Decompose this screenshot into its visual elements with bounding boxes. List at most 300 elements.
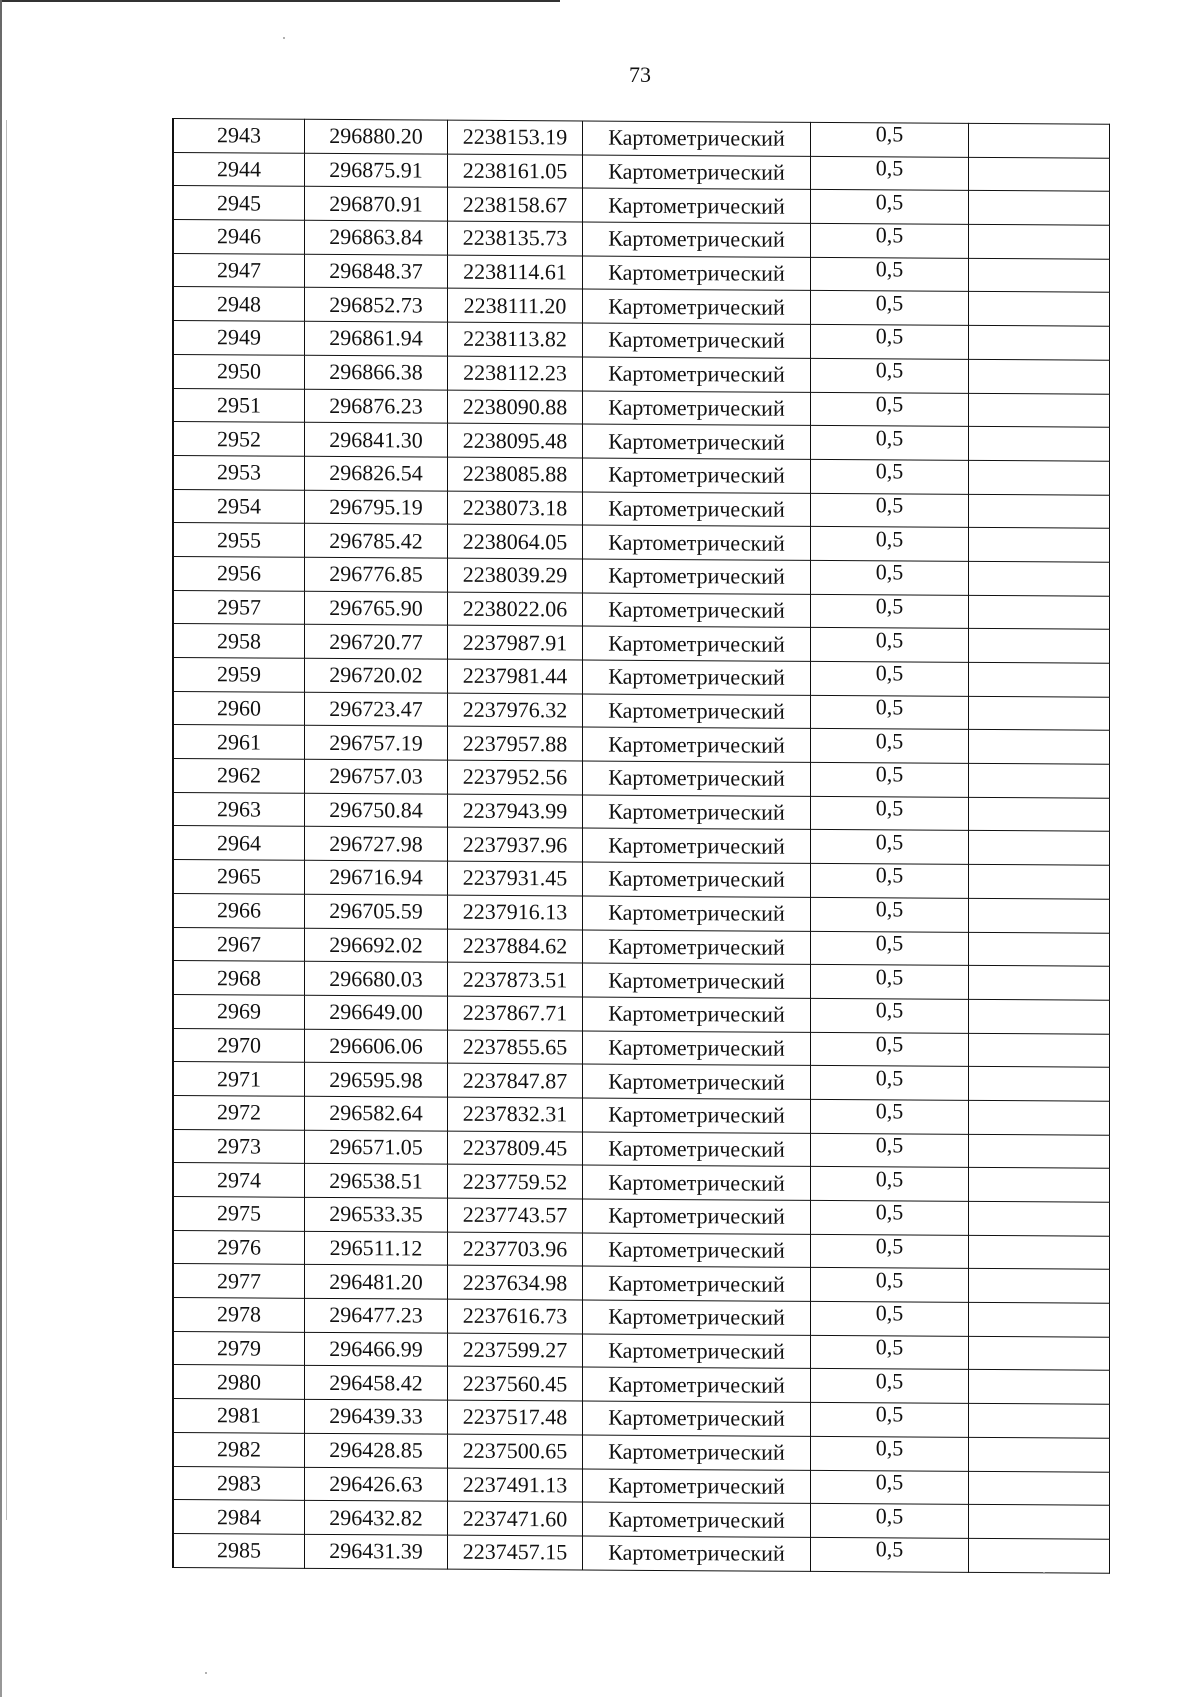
accuracy-value: 0,5 — [875, 1435, 904, 1461]
table-row — [173, 253, 1110, 292]
note-cell — [969, 561, 1110, 596]
scan-border-top — [0, 0, 560, 2]
table-row — [173, 961, 1110, 1000]
method-cell: Картометрический — [583, 896, 811, 931]
note-cell — [969, 224, 1110, 259]
x-coordinate-cell: 296757.19 — [305, 726, 448, 761]
point-id-cell: 2962 — [173, 759, 305, 793]
note-cell — [969, 1538, 1110, 1573]
x-coordinate-cell: 296716.94 — [305, 860, 448, 895]
accuracy-value: 0,5 — [875, 525, 904, 552]
method-cell: Картометрический — [583, 1098, 811, 1133]
x-coordinate-cell: 296866.38 — [305, 355, 448, 390]
accuracy-value: 0,5 — [875, 1098, 904, 1124]
y-coordinate-cell: 2238090.88 — [448, 390, 583, 425]
note-cell — [969, 662, 1110, 697]
point-id-cell: 2951 — [173, 388, 305, 422]
x-coordinate-cell: 296458.42 — [305, 1366, 448, 1401]
accuracy-cell — [811, 527, 969, 562]
point-id-cell: 2958 — [173, 624, 305, 658]
point-id-cell: 2963 — [173, 792, 305, 826]
method-cell: Картометрический — [583, 289, 811, 324]
accuracy-cell — [811, 493, 969, 528]
point-id-cell: 2960 — [173, 691, 305, 725]
scan-border-left-inner — [6, 120, 7, 1520]
table-row — [173, 1028, 1110, 1067]
accuracy-cell — [811, 695, 969, 730]
note-cell — [969, 898, 1110, 933]
method-cell: Картометрический — [583, 1469, 811, 1504]
note-cell — [969, 864, 1110, 899]
table-row — [173, 1365, 1110, 1404]
table-row — [173, 556, 1110, 595]
accuracy-value: 0,5 — [875, 458, 904, 484]
accuracy-cell — [811, 931, 969, 966]
accuracy-cell — [811, 796, 969, 831]
method-cell: Картометрический — [583, 1199, 811, 1234]
accuracy-value: 0,5 — [875, 728, 904, 754]
accuracy-value: 0,5 — [875, 862, 904, 888]
y-coordinate-cell: 2237952.56 — [448, 760, 583, 795]
x-coordinate-cell: 296511.12 — [305, 1231, 448, 1266]
point-id-cell: 2944 — [173, 152, 305, 186]
x-coordinate-cell: 296870.91 — [305, 187, 448, 222]
table-row — [173, 321, 1110, 360]
note-cell — [969, 1403, 1110, 1438]
point-id-cell: 2977 — [173, 1264, 305, 1298]
table-row — [173, 220, 1110, 259]
note-cell — [969, 460, 1110, 495]
x-coordinate-cell: 296432.82 — [305, 1500, 448, 1535]
accuracy-value: 0,5 — [875, 492, 904, 518]
x-coordinate-cell: 296875.91 — [305, 153, 448, 188]
accuracy-cell — [811, 1032, 969, 1067]
note-cell — [969, 1302, 1110, 1337]
table-row — [173, 186, 1110, 225]
note-cell — [969, 629, 1110, 664]
point-id-cell: 2969 — [173, 994, 305, 1028]
point-id-cell: 2974 — [173, 1163, 305, 1197]
method-cell: Картометрический — [583, 1536, 811, 1571]
accuracy-cell — [811, 864, 969, 899]
accuracy-cell — [811, 358, 969, 393]
method-cell: Картометрический — [583, 424, 811, 459]
point-id-cell: 2971 — [173, 1062, 305, 1096]
accuracy-cell — [811, 762, 969, 797]
method-cell: Картометрический — [583, 1300, 811, 1335]
table-row — [173, 1095, 1110, 1134]
accuracy-value: 0,5 — [875, 323, 904, 349]
accuracy-cell — [811, 1133, 969, 1168]
y-coordinate-cell: 2237981.44 — [448, 659, 583, 694]
accuracy-value: 0,5 — [875, 930, 904, 956]
table-row — [173, 1466, 1110, 1505]
x-coordinate-cell: 296785.42 — [305, 524, 448, 559]
y-coordinate-cell: 2238112.23 — [448, 356, 583, 391]
table-row — [173, 354, 1110, 393]
note-cell — [969, 1437, 1110, 1472]
point-id-cell: 2959 — [173, 658, 305, 692]
method-cell: Картометрический — [583, 222, 811, 257]
y-coordinate-cell: 2237916.13 — [448, 895, 583, 930]
note-cell — [969, 528, 1110, 563]
accuracy-value: 0,5 — [875, 559, 904, 585]
x-coordinate-cell: 296841.30 — [305, 422, 448, 457]
point-id-cell: 2945 — [173, 186, 305, 220]
accuracy-value: 0,5 — [875, 1300, 904, 1326]
y-coordinate-cell: 2238113.82 — [448, 322, 583, 357]
table-row — [173, 893, 1110, 932]
y-coordinate-cell: 2238111.20 — [448, 289, 583, 324]
note-cell — [969, 831, 1110, 866]
method-cell: Картометрический — [583, 1031, 811, 1066]
method-cell: Картометрический — [583, 559, 811, 594]
accuracy-value: 0,5 — [875, 1064, 904, 1091]
point-id-cell: 2982 — [173, 1432, 305, 1466]
accuracy-cell — [811, 1200, 969, 1235]
table-row — [173, 624, 1110, 663]
method-cell: Картометрический — [583, 1266, 811, 1301]
accuracy-value: 0,5 — [875, 155, 904, 181]
method-cell: Картометрический — [583, 1233, 811, 1268]
note-cell — [969, 966, 1110, 1001]
accuracy-cell — [811, 1234, 969, 1269]
accuracy-cell — [811, 190, 969, 225]
method-cell: Картометрический — [583, 357, 811, 392]
accuracy-cell — [811, 1470, 969, 1505]
accuracy-cell — [811, 830, 969, 865]
note-cell — [969, 1269, 1110, 1304]
table-row — [173, 388, 1110, 427]
x-coordinate-cell: 296466.99 — [305, 1332, 448, 1367]
accuracy-cell — [811, 560, 969, 595]
point-id-cell: 2985 — [173, 1533, 305, 1567]
point-id-cell: 2984 — [173, 1500, 305, 1534]
method-cell: Картометрический — [583, 188, 811, 223]
accuracy-value: 0,5 — [875, 1502, 904, 1528]
point-id-cell: 2957 — [173, 590, 305, 624]
point-id-cell: 2983 — [173, 1466, 305, 1500]
method-cell: Картометрический — [583, 660, 811, 695]
table-row — [173, 1163, 1110, 1202]
table-row — [173, 759, 1110, 798]
accuracy-cell — [811, 1066, 969, 1101]
y-coordinate-cell: 2237943.99 — [448, 794, 583, 829]
table-row — [173, 422, 1110, 461]
x-coordinate-cell: 296876.23 — [305, 389, 448, 424]
accuracy-value: 0,5 — [875, 1165, 904, 1192]
method-cell: Картометрический — [583, 458, 811, 493]
y-coordinate-cell: 2237560.45 — [448, 1367, 583, 1402]
note-cell — [969, 191, 1110, 226]
point-id-cell: 2968 — [173, 961, 305, 995]
accuracy-cell — [811, 223, 969, 258]
accuracy-cell — [811, 897, 969, 932]
point-id-cell: 2952 — [173, 422, 305, 456]
point-id-cell: 2966 — [173, 893, 305, 927]
table-row — [173, 1399, 1110, 1438]
table-row — [173, 1432, 1110, 1471]
note-cell — [969, 1134, 1110, 1169]
table-row — [173, 590, 1110, 629]
accuracy-cell — [811, 998, 969, 1033]
accuracy-cell — [811, 1268, 969, 1303]
method-cell: Картометрический — [583, 1132, 811, 1167]
note-cell — [969, 292, 1110, 327]
accuracy-value: 0,5 — [875, 626, 904, 653]
point-id-cell: 2970 — [173, 1028, 305, 1062]
x-coordinate-cell: 296439.33 — [305, 1399, 448, 1434]
accuracy-value: 0,5 — [875, 1267, 904, 1293]
point-id-cell: 2948 — [173, 287, 305, 321]
accuracy-cell — [811, 325, 969, 360]
x-coordinate-cell: 296477.23 — [305, 1298, 448, 1333]
accuracy-cell — [811, 1301, 969, 1336]
note-cell — [969, 1505, 1110, 1540]
note-cell — [969, 1100, 1110, 1135]
y-coordinate-cell: 2238073.18 — [448, 491, 583, 526]
point-id-cell: 2949 — [173, 321, 305, 355]
y-coordinate-cell: 2238158.67 — [448, 188, 583, 223]
y-coordinate-cell: 2237957.88 — [448, 727, 583, 762]
accuracy-value: 0,5 — [875, 997, 904, 1023]
y-coordinate-cell: 2237616.73 — [448, 1299, 583, 1334]
x-coordinate-cell: 296757.03 — [305, 759, 448, 794]
accuracy-value: 0,5 — [875, 424, 904, 450]
accuracy-cell — [811, 122, 969, 157]
accuracy-cell — [811, 965, 969, 1000]
table-row — [173, 1062, 1110, 1101]
table-row — [173, 1264, 1110, 1303]
y-coordinate-cell: 2238039.29 — [448, 558, 583, 593]
method-cell: Картометрический — [583, 256, 811, 291]
note-cell — [969, 696, 1110, 731]
method-cell: Картометрический — [583, 1165, 811, 1200]
accuracy-value: 0,5 — [875, 896, 904, 922]
method-cell: Картометрический — [583, 1064, 811, 1099]
accuracy-value: 0,5 — [875, 1536, 904, 1562]
accuracy-value: 0,5 — [875, 222, 904, 248]
table-row — [173, 1230, 1110, 1269]
accuracy-cell — [811, 661, 969, 696]
method-cell: Картометрический — [583, 1401, 811, 1436]
note-cell — [969, 1067, 1110, 1102]
y-coordinate-cell: 2237873.51 — [448, 962, 583, 997]
accuracy-cell — [811, 1167, 969, 1202]
note-cell — [969, 1336, 1110, 1371]
table-row — [173, 860, 1110, 899]
point-id-cell: 2954 — [173, 489, 305, 523]
accuracy-value: 0,5 — [875, 1199, 904, 1225]
method-cell: Картометрический — [583, 1502, 811, 1537]
method-cell: Картометрический — [583, 525, 811, 560]
method-cell: Картометрический — [583, 997, 811, 1032]
accuracy-cell — [811, 1436, 969, 1471]
x-coordinate-cell: 296428.85 — [305, 1433, 448, 1468]
point-id-cell: 2961 — [173, 725, 305, 759]
table-row — [173, 994, 1110, 1033]
method-cell: Картометрический — [583, 593, 811, 628]
note-cell — [969, 595, 1110, 630]
note-cell — [969, 494, 1110, 529]
accuracy-cell — [811, 1369, 969, 1404]
y-coordinate-cell: 2237759.52 — [448, 1164, 583, 1199]
table-row — [173, 1331, 1110, 1370]
accuracy-cell — [811, 392, 969, 427]
table-row — [173, 455, 1110, 494]
accuracy-value: 0,5 — [875, 1334, 904, 1360]
x-coordinate-cell: 296720.02 — [305, 658, 448, 693]
y-coordinate-cell: 2237937.96 — [448, 828, 583, 863]
y-coordinate-cell: 2237855.65 — [448, 1030, 583, 1065]
method-cell: Картометрический — [583, 795, 811, 830]
method-cell: Картометрический — [583, 963, 811, 998]
x-coordinate-cell: 296595.98 — [305, 1063, 448, 1098]
accuracy-value: 0,5 — [875, 1368, 904, 1394]
method-cell: Картометрический — [583, 492, 811, 527]
accuracy-value: 0,5 — [875, 1401, 904, 1427]
coordinates-table-body — [173, 119, 1110, 1573]
accuracy-cell — [811, 1403, 969, 1438]
accuracy-value: 0,5 — [875, 660, 904, 686]
note-cell — [969, 999, 1110, 1034]
y-coordinate-cell: 2237976.32 — [448, 693, 583, 728]
accuracy-cell — [811, 459, 969, 494]
note-cell — [969, 1235, 1110, 1270]
y-coordinate-cell: 2238022.06 — [448, 592, 583, 627]
table-row — [173, 1500, 1110, 1539]
accuracy-cell — [811, 628, 969, 663]
accuracy-cell — [811, 426, 969, 461]
point-id-cell: 2975 — [173, 1197, 305, 1231]
method-cell: Картометрический — [583, 761, 811, 796]
point-id-cell: 2953 — [173, 455, 305, 489]
x-coordinate-cell: 296705.59 — [305, 894, 448, 929]
x-coordinate-cell: 296852.73 — [305, 288, 448, 323]
table-row — [173, 725, 1110, 764]
method-cell: Картометрический — [583, 1367, 811, 1402]
y-coordinate-cell: 2237517.48 — [448, 1400, 583, 1435]
method-cell: Картометрический — [583, 1435, 811, 1470]
x-coordinate-cell: 296795.19 — [305, 490, 448, 525]
y-coordinate-cell: 2238085.88 — [448, 457, 583, 492]
note-cell — [969, 1033, 1110, 1068]
table-row — [173, 489, 1110, 528]
x-coordinate-cell: 296720.77 — [305, 625, 448, 660]
x-coordinate-cell: 296538.51 — [305, 1164, 448, 1199]
point-id-cell: 2973 — [173, 1129, 305, 1163]
y-coordinate-cell: 2237703.96 — [448, 1232, 583, 1267]
accuracy-cell — [811, 594, 969, 629]
y-coordinate-cell: 2237884.62 — [448, 929, 583, 964]
accuracy-value: 0,5 — [875, 189, 904, 215]
page-number: 73 — [629, 62, 651, 87]
point-id-cell: 2967 — [173, 927, 305, 961]
note-cell — [969, 797, 1110, 832]
note-cell — [969, 393, 1110, 428]
x-coordinate-cell: 296680.03 — [305, 961, 448, 996]
point-id-cell: 2943 — [173, 119, 305, 153]
x-coordinate-cell: 296582.64 — [305, 1096, 448, 1131]
accuracy-value: 0,5 — [875, 1469, 904, 1495]
note-cell — [969, 1471, 1110, 1506]
y-coordinate-cell: 2237987.91 — [448, 625, 583, 660]
point-id-cell: 2981 — [173, 1399, 305, 1433]
table-row — [173, 1533, 1110, 1572]
note-cell — [969, 763, 1110, 798]
accuracy-value: 0,5 — [875, 1132, 904, 1158]
x-coordinate-cell: 296848.37 — [305, 254, 448, 289]
method-cell: Картометрический — [583, 323, 811, 358]
table-row — [173, 152, 1110, 191]
point-id-cell: 2978 — [173, 1298, 305, 1332]
table-row — [173, 1298, 1110, 1337]
note-cell — [969, 1370, 1110, 1405]
y-coordinate-cell: 2237931.45 — [448, 861, 583, 896]
x-coordinate-cell: 296431.39 — [305, 1534, 448, 1569]
y-coordinate-cell: 2237847.87 — [448, 1063, 583, 1098]
note-cell — [969, 123, 1110, 158]
scan-border-left — [0, 0, 2, 1697]
accuracy-value: 0,5 — [875, 963, 904, 989]
x-coordinate-cell: 296426.63 — [305, 1467, 448, 1502]
method-cell: Картометрический — [583, 121, 811, 156]
point-id-cell: 2980 — [173, 1365, 305, 1399]
y-coordinate-cell: 2237500.65 — [448, 1434, 583, 1469]
x-coordinate-cell: 296533.35 — [305, 1197, 448, 1232]
accuracy-cell — [811, 729, 969, 764]
y-coordinate-cell: 2237457.15 — [448, 1535, 583, 1570]
note-cell — [969, 325, 1110, 360]
note-cell — [969, 359, 1110, 394]
method-cell: Картометрический — [583, 626, 811, 661]
accuracy-value: 0,5 — [875, 357, 904, 383]
x-coordinate-cell: 296692.02 — [305, 928, 448, 963]
method-cell: Картометрический — [583, 694, 811, 729]
y-coordinate-cell: 2237832.31 — [448, 1097, 583, 1132]
method-cell: Картометрический — [583, 828, 811, 863]
point-id-cell: 2972 — [173, 1095, 305, 1129]
x-coordinate-cell: 296481.20 — [305, 1265, 448, 1300]
accuracy-value: 0,5 — [875, 694, 904, 720]
method-cell: Картометрический — [583, 727, 811, 762]
y-coordinate-cell: 2237634.98 — [448, 1266, 583, 1301]
note-cell — [969, 1201, 1110, 1236]
accuracy-value: 0,5 — [875, 391, 904, 417]
accuracy-cell — [811, 1099, 969, 1134]
accuracy-cell — [811, 1537, 969, 1572]
x-coordinate-cell: 296649.00 — [305, 995, 448, 1030]
table-row — [173, 658, 1110, 697]
table-row — [173, 119, 1110, 158]
y-coordinate-cell: 2238153.19 — [448, 120, 583, 155]
accuracy-cell — [811, 257, 969, 292]
point-id-cell: 2965 — [173, 860, 305, 894]
point-id-cell: 2956 — [173, 556, 305, 590]
method-cell: Картометрический — [583, 1334, 811, 1369]
table-row — [173, 1197, 1110, 1236]
accuracy-value: 0,5 — [875, 829, 904, 855]
accuracy-value: 0,5 — [875, 290, 904, 316]
table-row — [173, 927, 1110, 966]
note-cell — [969, 730, 1110, 765]
scan-speck — [1043, 1572, 1045, 1574]
accuracy-cell — [811, 1335, 969, 1370]
x-coordinate-cell: 296861.94 — [305, 321, 448, 356]
accuracy-cell — [811, 291, 969, 326]
table-row — [173, 826, 1110, 865]
y-coordinate-cell: 2237867.71 — [448, 996, 583, 1031]
